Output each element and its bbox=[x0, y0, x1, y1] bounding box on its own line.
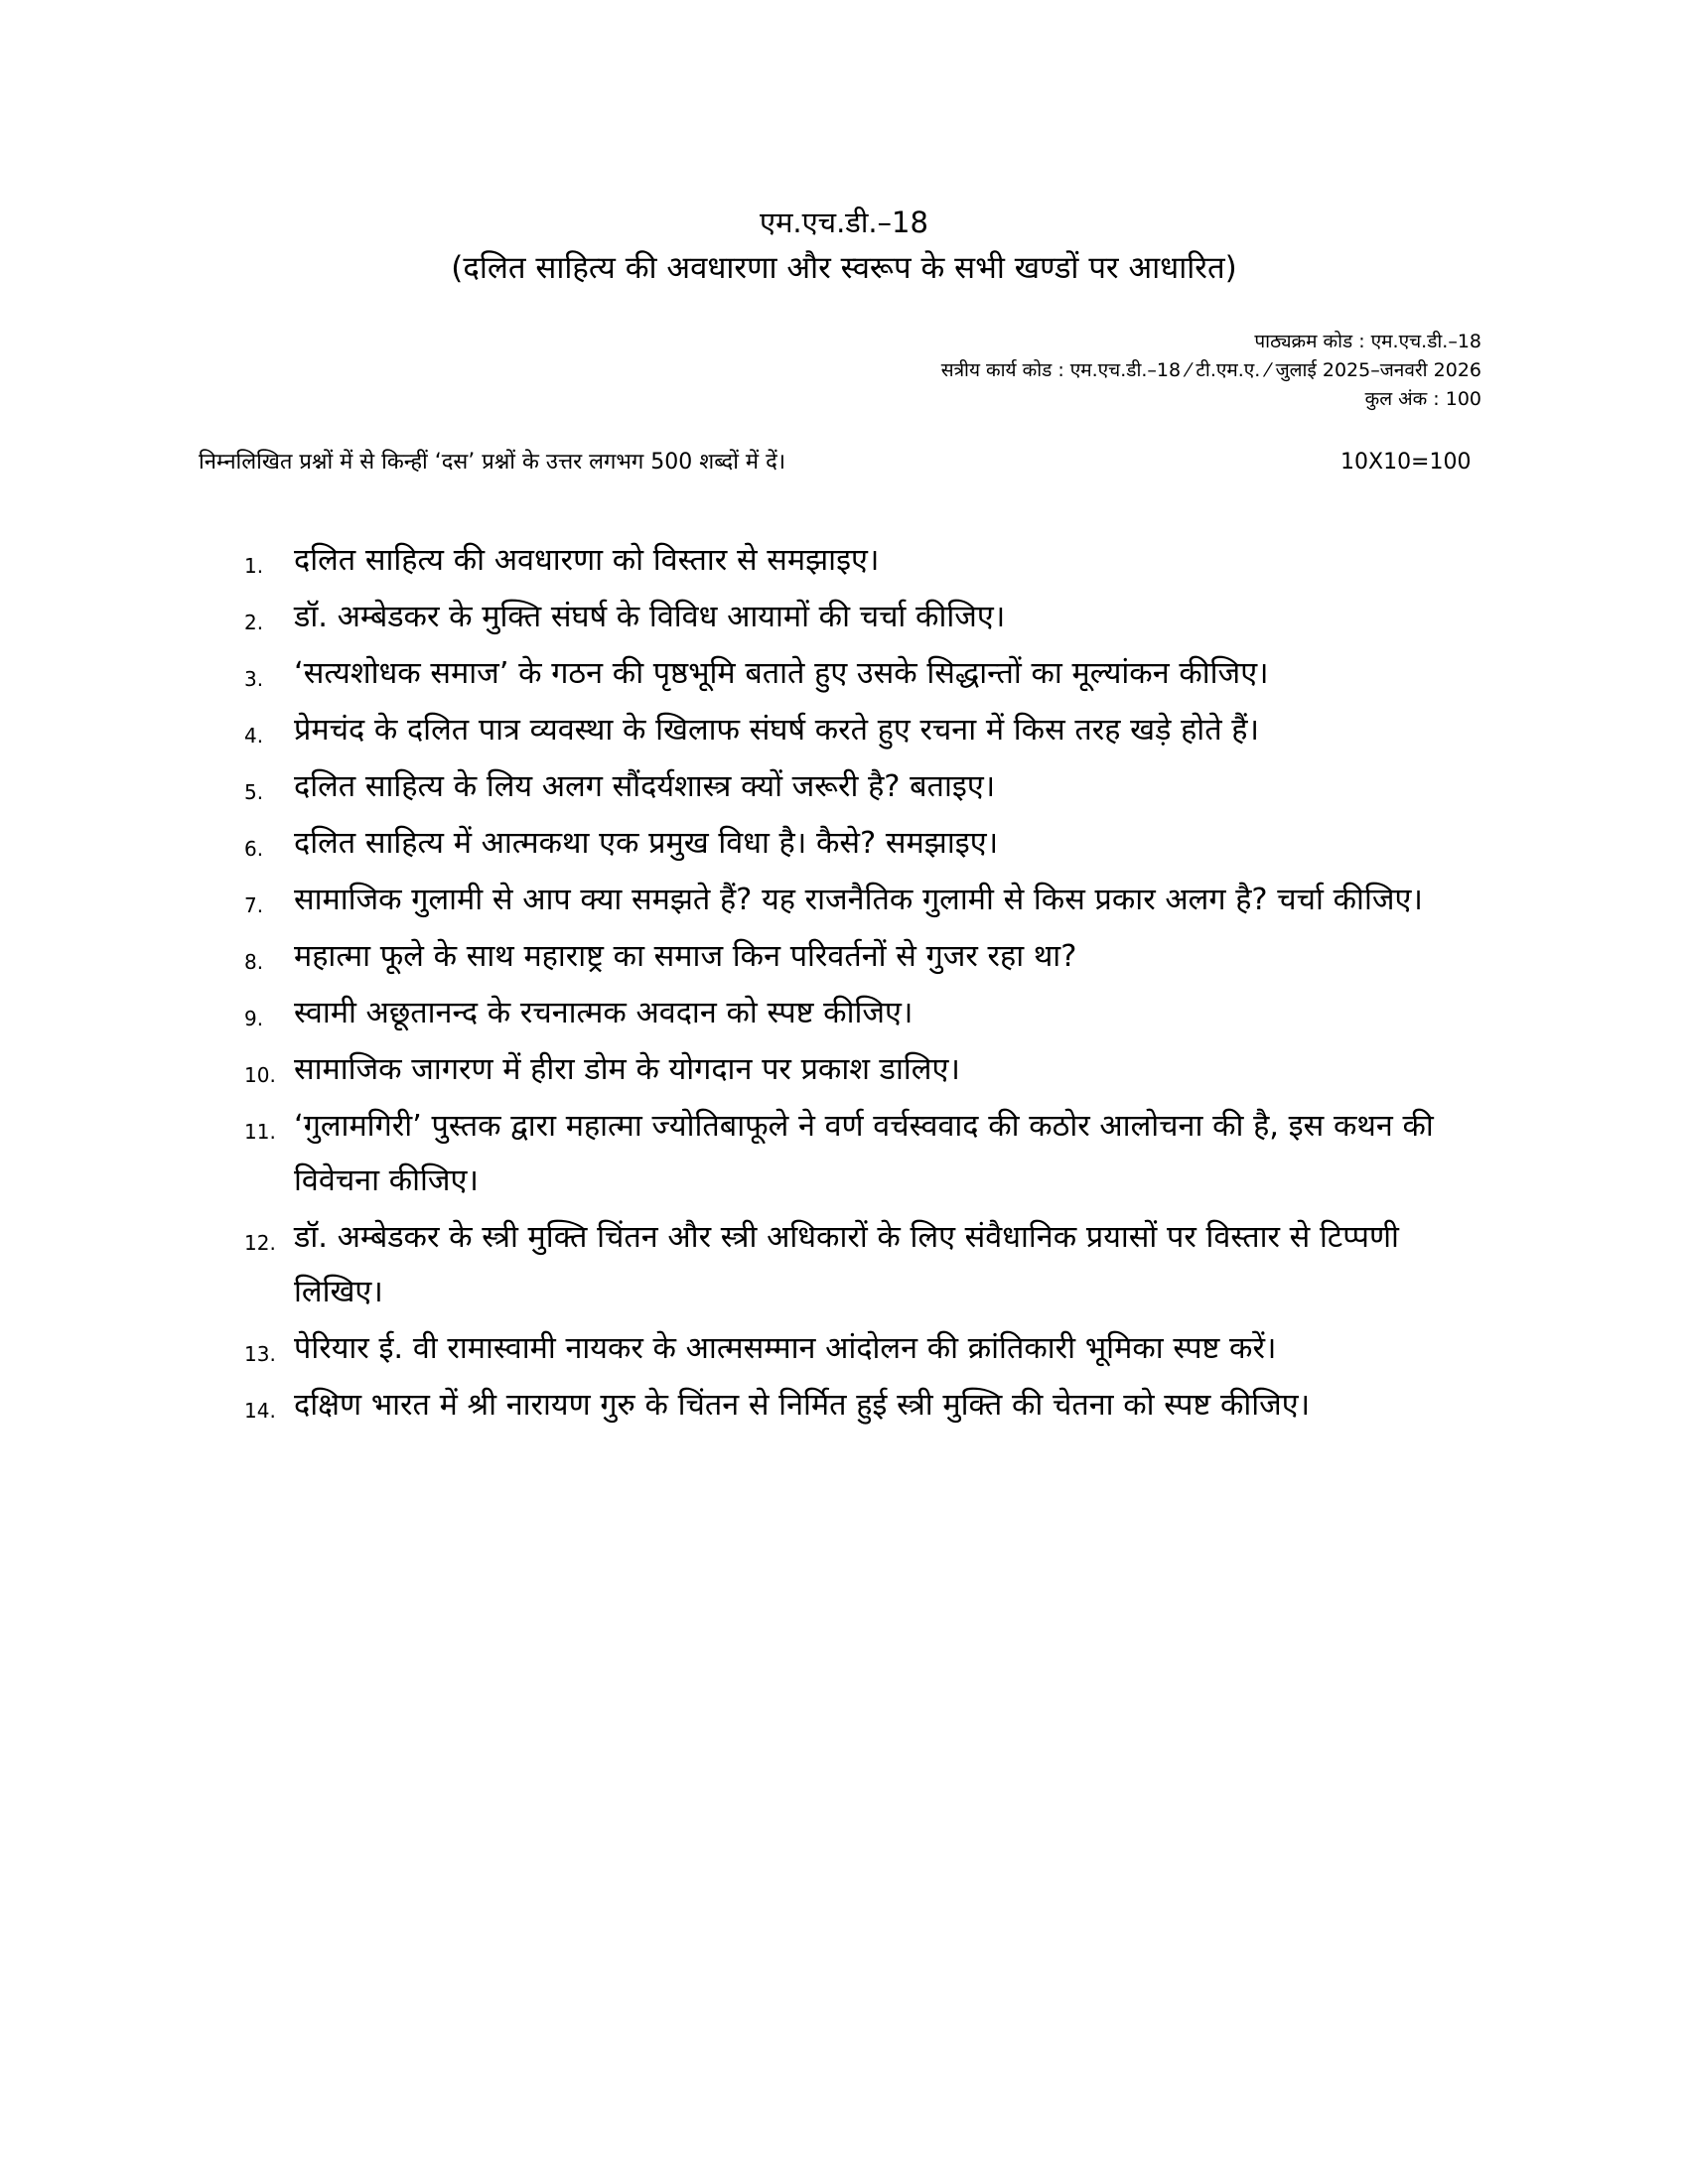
question-text: स्वामी अछूतानन्द के रचनात्मक अवदान को स्पष्ट कीजिए। bbox=[294, 996, 914, 1030]
question-item bbox=[244, 759, 1491, 814]
question-item bbox=[244, 1378, 1491, 1433]
instruction-text: निम्नलिखित प्रश्नों में से किन्हीं ‘दस’ प्रश्नों के उत्तर लगभग 500 शब्दों में दें। bbox=[199, 450, 786, 475]
question-item bbox=[244, 873, 1491, 927]
question-text: दलित साहित्य में आत्मकथा एक प्रमुख विधा है। कैसे? समझाइए। bbox=[294, 826, 999, 861]
assignment-code-line: सत्रीय कार्य कोड : एम.एच.डी.–18 ⁄ टी.एम.ए. ⁄ जुलाई 2025–जनवरी 2026 bbox=[940, 359, 1481, 381]
question-text: ‘सत्यशोधक समाज’ के गठन की पृष्ठभूमि बताते हुए उसके सिद्धान्तों का मूल्यांकन कीजिए। bbox=[294, 656, 1269, 691]
course-code-title: एम.एच.डी.–18 bbox=[760, 205, 928, 239]
question-number: 7. bbox=[244, 893, 264, 917]
question-item bbox=[244, 929, 1491, 984]
question-text: प्रेमचंद के दलित पात्र व्यवस्था के खिलाफ संघर्ष करते हुए रचना में किस तरह खड़े होते हैं। bbox=[294, 713, 1260, 748]
question-text: दलित साहित्य के लिय अलग सौंदर्यशास्त्र क्यों जरूरी है? बताइए। bbox=[294, 769, 996, 804]
question-number: 10. bbox=[244, 1063, 276, 1087]
question-number: 3. bbox=[244, 667, 264, 691]
question-text: महात्मा फूले के साथ महाराष्ट्र का समाज किन परिवर्तनों से गुजर रहा था? bbox=[294, 939, 1077, 974]
question-item bbox=[244, 646, 1491, 701]
question-number: 1. bbox=[244, 554, 264, 578]
question-number: 8. bbox=[244, 950, 264, 974]
question-item bbox=[244, 986, 1491, 1040]
question-text: डॉ. अम्बेडकर के मुक्ति संघर्ष के विविध आयामों की चर्चा कीजिए। bbox=[294, 600, 1006, 634]
question-item bbox=[244, 816, 1491, 871]
assignment-meta bbox=[941, 328, 1481, 414]
question-number: 12. bbox=[244, 1231, 276, 1255]
question-item bbox=[244, 533, 1491, 588]
question-number: 13. bbox=[244, 1342, 276, 1366]
question-item bbox=[244, 590, 1491, 644]
question-list bbox=[244, 533, 1491, 1434]
course-code-line: पाठ्यक्रम कोड : एम.एच.डी.–18 bbox=[1254, 331, 1481, 352]
question-number: 9. bbox=[244, 1007, 264, 1030]
total-marks-line: कुल अंक : 100 bbox=[1364, 388, 1481, 410]
question-text: दलित साहित्य की अवधारणा को विस्तार से समझाइए। bbox=[294, 543, 880, 578]
question-item bbox=[244, 1099, 1491, 1208]
course-subtitle: (दलित साहित्य की अवधारणा और स्वरूप के सभी खण्डों पर आधारित) bbox=[451, 250, 1237, 286]
question-item bbox=[244, 1210, 1491, 1319]
question-number: 6. bbox=[244, 837, 264, 861]
question-number: 5. bbox=[244, 780, 264, 804]
question-text: सामाजिक जागरण में हीरा डोम के योगदान पर प्रकाश डालिए। bbox=[294, 1052, 960, 1087]
marks-distribution: 10X10=100 bbox=[1340, 450, 1472, 475]
question-text: पेरियार ई. वी रामास्वामी नायकर के आत्मसम्मान आंदोलन की क्रांतिकारी भूमिका स्पष्ट करें। bbox=[294, 1331, 1277, 1366]
question-item bbox=[244, 1042, 1491, 1097]
question-text: सामाजिक गुलामी से आप क्या समझते हैं? यह राजनैतिक गुलामी से किस प्रकार अलग है? चर्चा कीजिए। bbox=[294, 883, 1423, 917]
question-number: 14. bbox=[244, 1399, 276, 1423]
question-text: डॉ. अम्बेडकर के स्त्री मुक्ति चिंतन और स्त्री अधिकारों के लिए संवैधानिक प्रयासों पर विस्तार से टिप्पणी लिखिए। bbox=[294, 1220, 1399, 1309]
question-text: ‘गुलामगिरी’ पुस्तक द्वारा महात्मा ज्योतिबाफूले ने वर्ण वर्चस्ववाद की कठोर आलोचना की है, इस कथन की विवेचना कीजिए। bbox=[294, 1109, 1434, 1198]
question-text: दक्षिण भारत में श्री नारायण गुरु के चिंतन से निर्मित हुई स्त्री मुक्ति की चेतना को स्पष्ट कीजिए। bbox=[294, 1388, 1311, 1423]
question-item bbox=[244, 1321, 1491, 1376]
question-number: 11. bbox=[244, 1120, 276, 1144]
question-item bbox=[244, 703, 1491, 757]
question-number: 4. bbox=[244, 724, 264, 748]
question-number: 2. bbox=[244, 611, 264, 634]
